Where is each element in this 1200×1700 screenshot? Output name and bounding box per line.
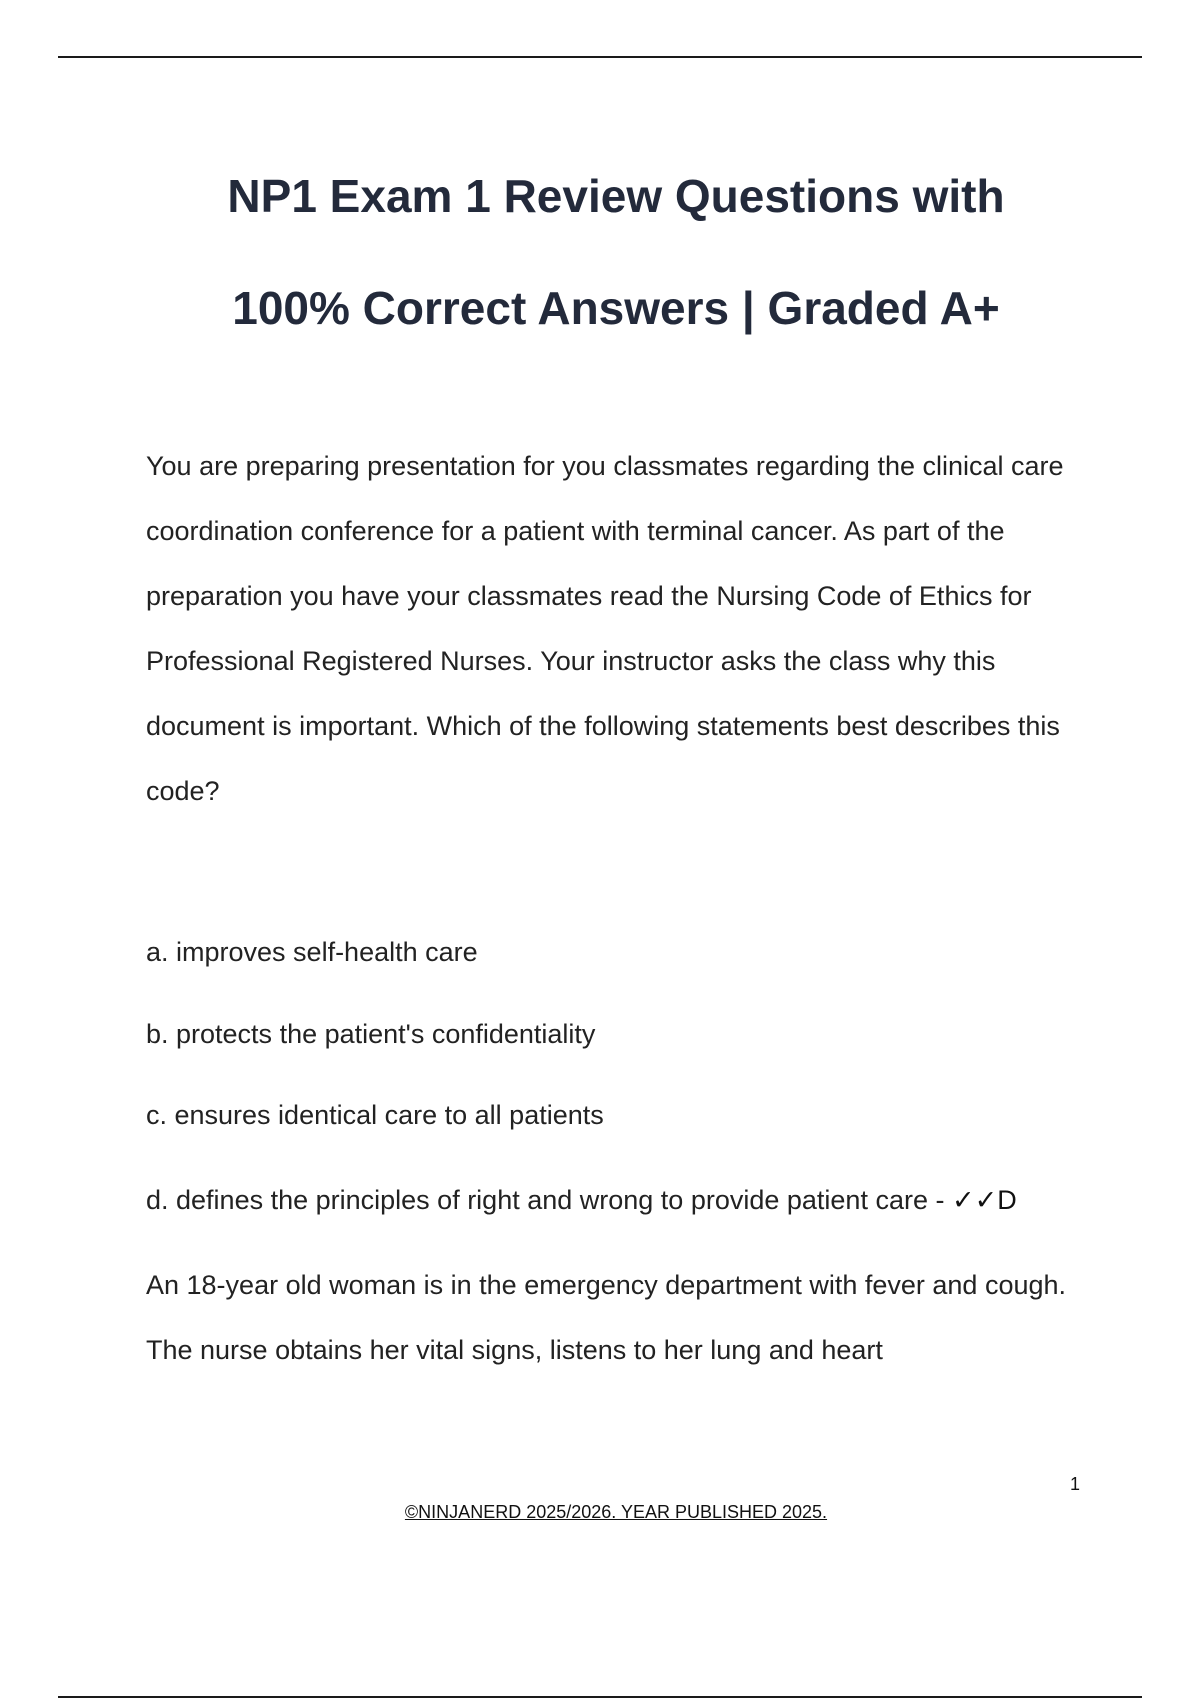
option-b: b. protects the patient's confidentiality <box>146 1019 596 1049</box>
title-line-1: NP1 Exam 1 Review Questions with <box>227 170 1005 222</box>
question-2-text: An 18-year old woman is in the emergency department with fever and cough. The nurse obtains her vital signs, listens to her lung and heart <box>146 1270 1067 1365</box>
option-a: a. improves self-health care <box>146 937 478 967</box>
option-c: c. ensures identical care to all patients <box>146 1100 604 1130</box>
option-d <box>146 1180 1017 1220</box>
title-line-2: 100% Correct Answers | Graded A+ <box>232 282 1000 334</box>
question-1-text: You are preparing presentation for you classmates regarding the clinical care coordination conference for a patient with terminal cancer. As part of the preparation you have your classmates read the Nursing Code of Ethics for Professional Registered Nurses. Your instructor asks the class why this document is important. Which of the following statements best describes this code? <box>146 451 1064 806</box>
bottom-divider <box>58 1696 1142 1698</box>
top-divider <box>58 56 1142 58</box>
option-d-text: d. defines the principles of right and wrong to provide patient care - <box>146 1185 952 1215</box>
answer-checkmark: ✓✓D <box>951 1185 1017 1215</box>
page-number: 1 <box>1070 1474 1081 1494</box>
page-title <box>60 140 1172 364</box>
copyright-footer: ©NINJANERD 2025/2026. YEAR PUBLISHED 2025. <box>404 1502 828 1522</box>
